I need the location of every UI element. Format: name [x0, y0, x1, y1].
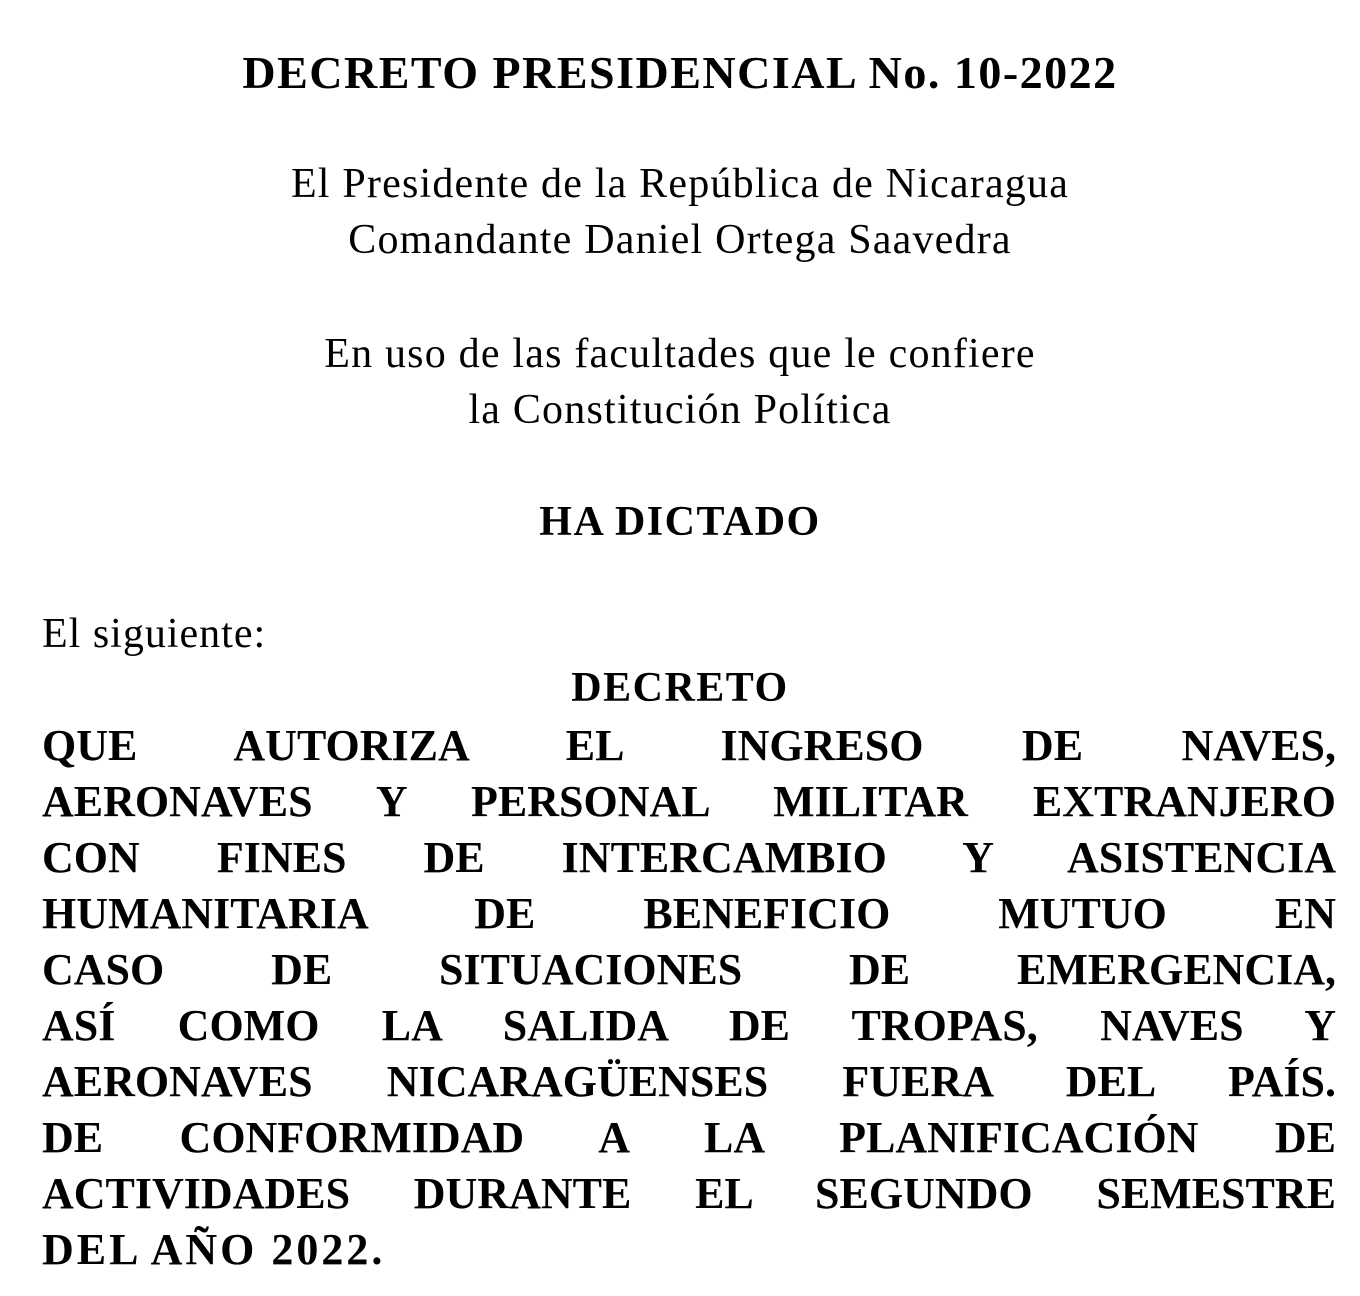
- decree-line: QUE AUTORIZA EL INGRESO DE NAVES,: [42, 721, 1336, 770]
- decree-line: ASÍ COMO LA SALIDA DE TROPAS, NAVES Y: [42, 1001, 1336, 1050]
- decree-line: AERONAVES Y PERSONAL MILITAR EXTRANJERO: [42, 777, 1336, 826]
- decree-line: CASO DE SITUACIONES DE EMERGENCIA,: [42, 945, 1336, 994]
- decree-heading: DECRETO: [571, 665, 789, 711]
- decree-title: DECRETO PRESIDENCIAL No. 10-2022: [242, 47, 1118, 98]
- decree-line: DEL AÑO 2022.: [42, 1225, 386, 1274]
- powers-line-1: En uso de las facultades que le confiere: [324, 331, 1036, 377]
- authority-line-1: El Presidente de la República de Nicaragua: [290, 161, 1070, 207]
- decree-line: AERONAVES NICARAGÜENSES FUERA DEL PAÍS.: [42, 1057, 1336, 1106]
- decree-line: CON FINES DE INTERCAMBIO Y ASISTENCIA: [42, 833, 1336, 882]
- decree-line: ACTIVIDADES DURANTE EL SEGUNDO SEMESTRE: [42, 1169, 1336, 1218]
- decree-line: HUMANITARIA DE BENEFICIO MUTUO EN: [42, 889, 1336, 938]
- ha-dictado-heading: HA DICTADO: [539, 499, 821, 545]
- powers-line-2: la Constitución Política: [468, 387, 892, 433]
- decree-line: DE CONFORMIDAD A LA PLANIFICACIÓN DE: [42, 1113, 1336, 1162]
- authority-line-2: Comandante Daniel Ortega Saavedra: [348, 217, 1012, 263]
- intro-text: El siguiente:: [42, 611, 267, 657]
